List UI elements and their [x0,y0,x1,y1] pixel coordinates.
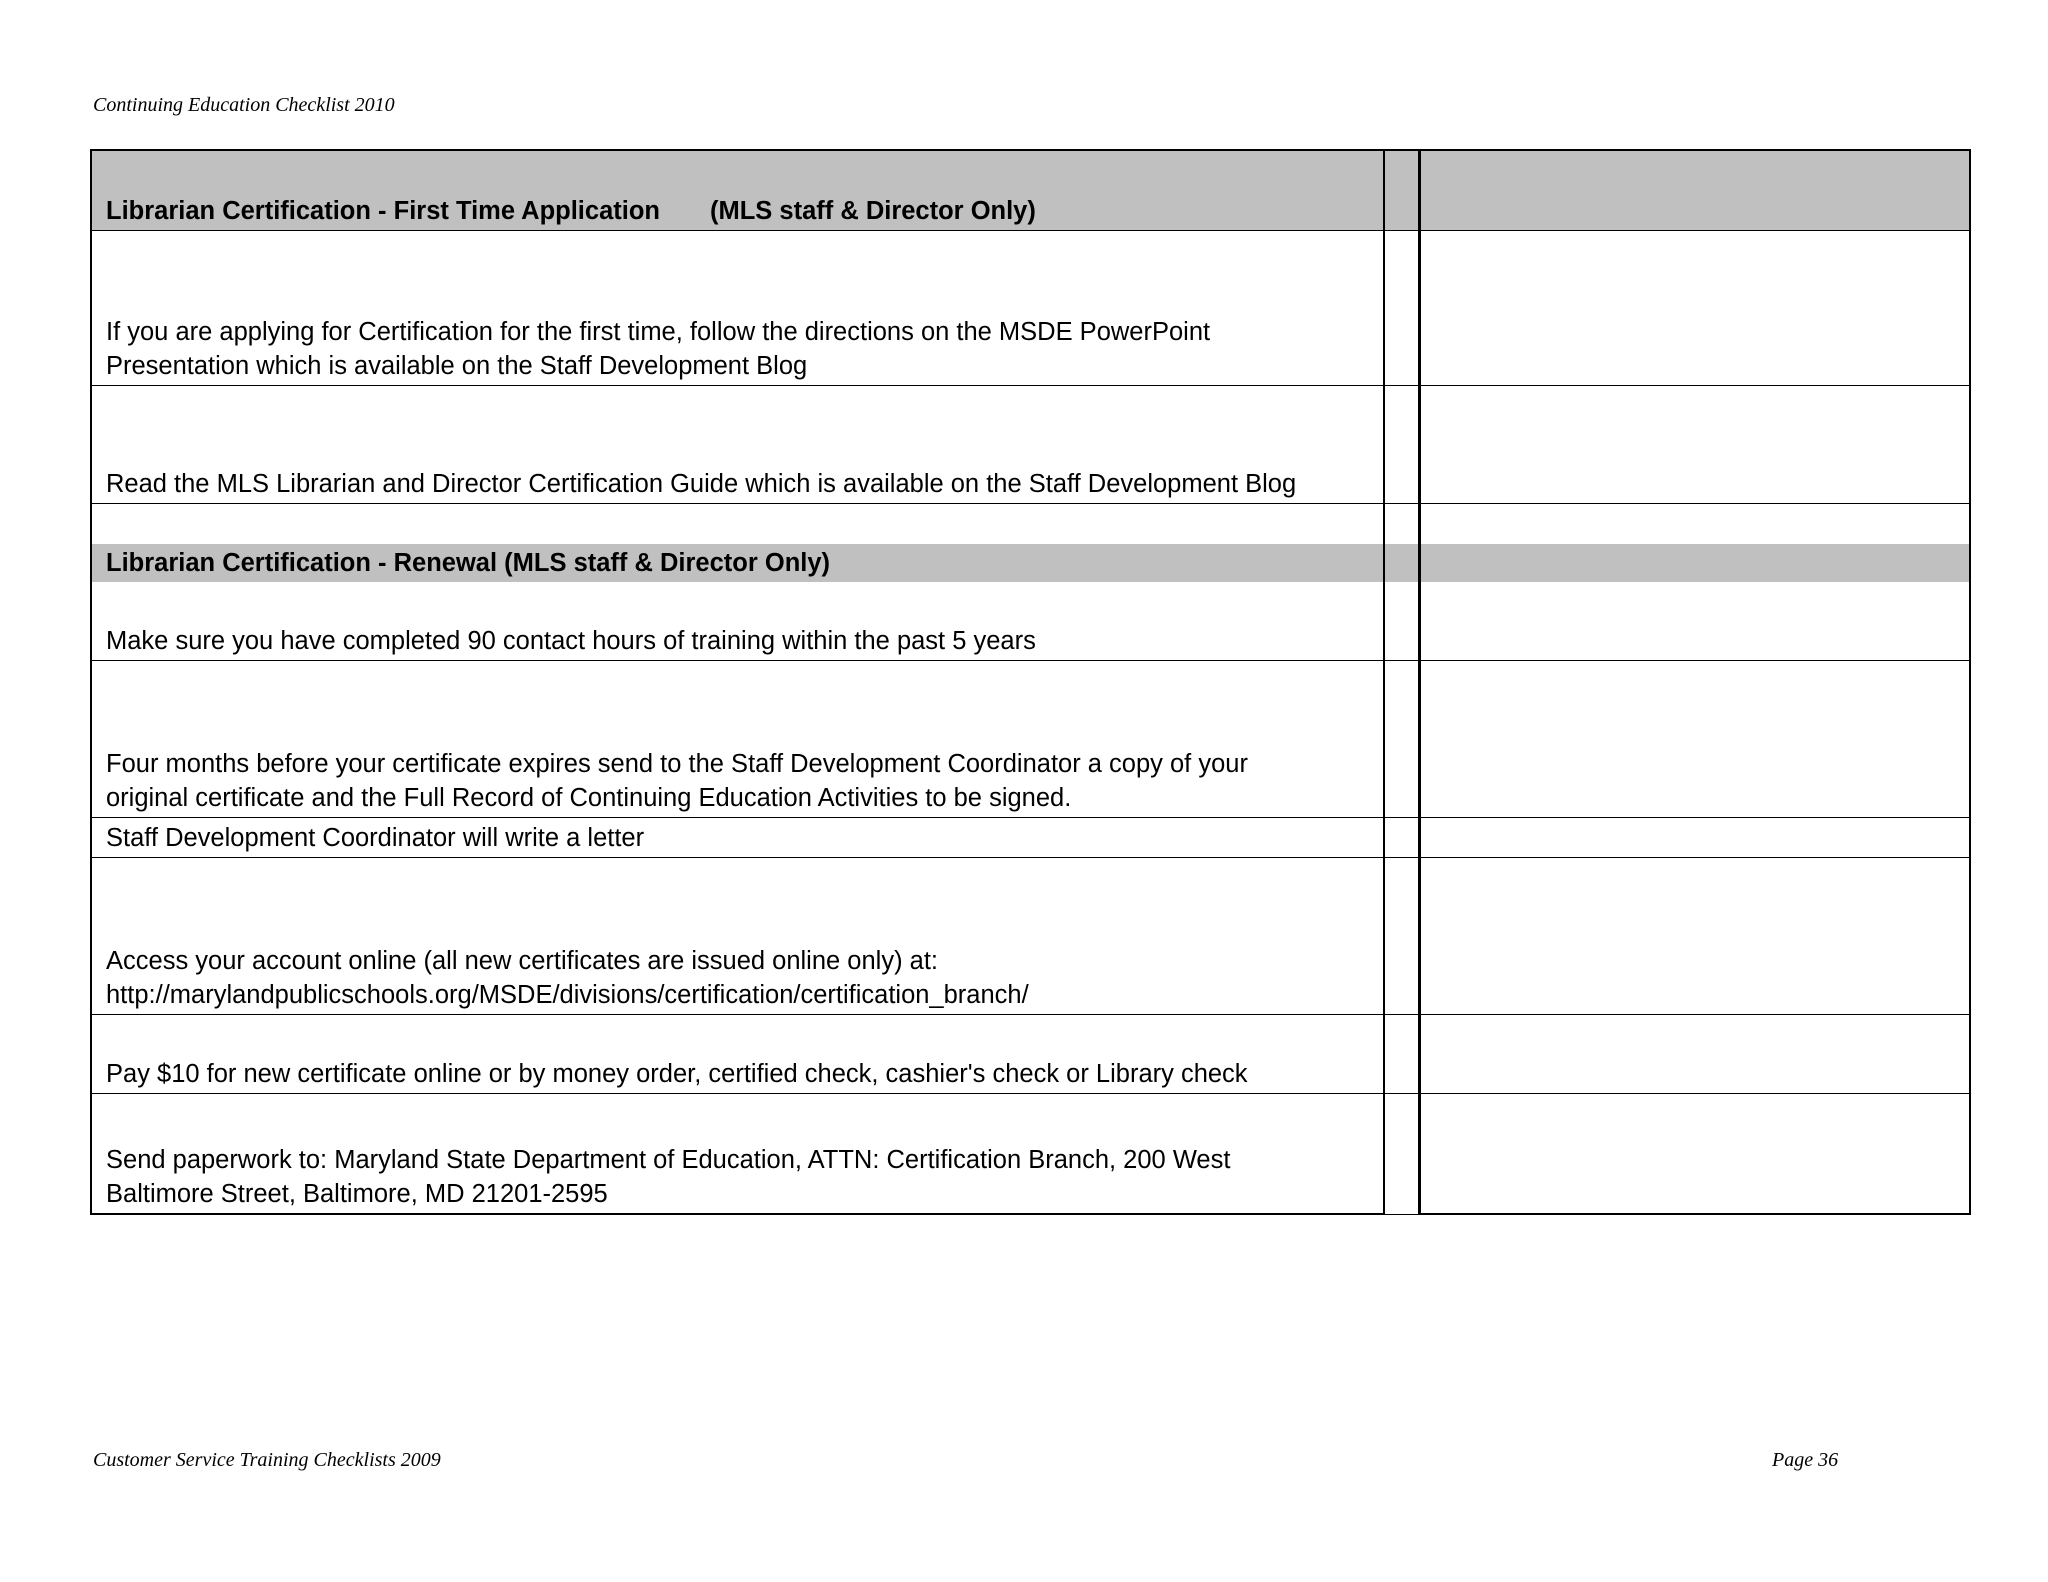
checkbox-cell[interactable] [1385,229,1420,386]
notes-cell[interactable] [1420,229,1971,386]
checklist-item-text: Make sure you have completed 90 contact hours of training within the past 5 years [90,582,1385,661]
notes-cell[interactable] [1420,661,1971,818]
checklist-row [90,858,1971,1015]
checkbox-cell[interactable] [1385,1015,1420,1094]
checklist-row [90,1015,1971,1094]
checkbox-cell[interactable] [1385,1094,1420,1215]
section-title-renewal: Librarian Certification - Renewal (MLS staff & Director Only) [90,544,1385,582]
checklist-item-text: Four months before your certificate expires send to the Staff Development Coordinator a copy of your original certificate and the Full Record of Continuing Education Activities to be signed. [90,661,1385,818]
notes-cell[interactable] [1420,582,1971,661]
checklist-row [90,229,1971,386]
checkbox-cell[interactable] [1385,582,1420,661]
checkbox-cell[interactable] [1385,151,1420,231]
checklist-item-text: Staff Development Coordinator will write a letter [90,818,1385,858]
checklist-row [90,818,1971,858]
notes-cell[interactable] [1420,858,1971,1015]
checklist-row [90,386,1971,504]
checklist-row [90,582,1971,661]
checklist-item-text: Pay $10 for new certificate online or by money order, certified check, cashier's check or Library check [90,1015,1385,1094]
page-header: Continuing Education Checklist 2010 [93,94,395,116]
checkbox-cell[interactable] [1385,504,1420,544]
notes-cell[interactable] [1420,151,1971,231]
checklist-row [90,1094,1971,1215]
notes-cell[interactable] [1420,544,1971,582]
checkbox-cell[interactable] [1385,386,1420,504]
checkbox-cell[interactable] [1385,858,1420,1015]
notes-cell[interactable] [1420,818,1971,858]
checklist-item-text: Access your account online (all new certificates are issued online only) at: http://marylandpublicschools.org/MSDE/divisions/certification/certification_branch/ [90,858,1385,1015]
section-title-main: Librarian Certification - First Time Application [106,197,660,225]
notes-cell[interactable] [1420,504,1971,544]
notes-cell[interactable] [1420,386,1971,504]
page-number: Page 36 [1772,1449,1839,1471]
notes-cell[interactable] [1420,1015,1971,1094]
checklist-item-text: If you are applying for Certification for the first time, follow the directions on the MSDE PowerPoint Presentation which is available on the Staff Development Blog [90,229,1385,386]
notes-cell[interactable] [1420,1094,1971,1215]
checkbox-cell[interactable] [1385,818,1420,858]
spacer-row [90,504,1971,544]
section-title-note: (MLS staff & Director Only) [710,197,1036,225]
checklist-item-text: Read the MLS Librarian and Director Certification Guide which is available on the Staff Development Blog [90,386,1385,504]
checklist-row [90,661,1971,818]
section-title-first-time [90,151,1385,231]
checklist-item-text: Send paperwork to: Maryland State Department of Education, ATTN: Certification Branch, 200 West Baltimore Street, Baltimore, MD 21201-2595 [90,1094,1385,1215]
checkbox-cell[interactable] [1385,661,1420,818]
certification-checklist-table [90,149,1971,1212]
page-footer-title: Customer Service Training Checklists 2009 [93,1449,441,1471]
section-header-renewal [90,544,1971,582]
checkbox-cell[interactable] [1385,544,1420,582]
section-header-first-time [90,149,1971,231]
empty-cell [90,504,1385,544]
